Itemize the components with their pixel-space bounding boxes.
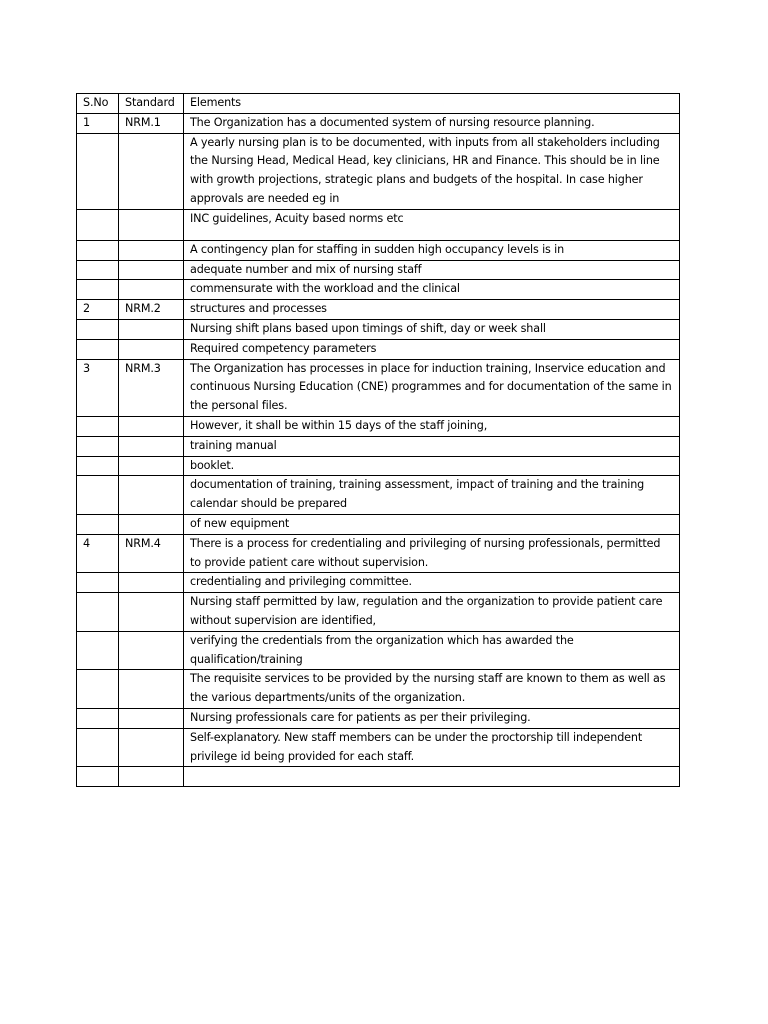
table-row: [77, 240, 680, 260]
cell-standard: [119, 573, 184, 593]
cell-element: booklet.: [184, 456, 680, 476]
cell-standard: [119, 133, 184, 209]
cell-element: INC guidelines, Acuity based norms etc: [184, 209, 680, 240]
table-row: [77, 670, 680, 709]
cell-element: [184, 767, 680, 787]
cell-sno: [77, 133, 119, 209]
cell-standard: NRM.1: [119, 113, 184, 133]
cell-sno: [77, 339, 119, 359]
header-sno: S.No: [77, 94, 119, 114]
table-row: [77, 436, 680, 456]
cell-standard: NRM.3: [119, 359, 184, 416]
cell-sno: [77, 514, 119, 534]
cell-element: The Organization has a documented system of nursing resource planning.: [184, 113, 680, 133]
cell-standard: [119, 339, 184, 359]
cell-sno: [77, 728, 119, 767]
table-row: [77, 456, 680, 476]
table-row: [77, 728, 680, 767]
cell-element: Nursing shift plans based upon timings of shift, day or week shall: [184, 319, 680, 339]
cell-standard: [119, 514, 184, 534]
table-row: [77, 534, 680, 573]
cell-sno: [77, 240, 119, 260]
cell-element: The requisite services to be provided by the nursing staff are known to them as well as the various departments/units of the organization.: [184, 670, 680, 709]
cell-element: structures and processes: [184, 300, 680, 320]
header-elements: Elements: [184, 94, 680, 114]
cell-sno: 3: [77, 359, 119, 416]
header-row: [77, 94, 680, 114]
cell-standard: [119, 209, 184, 240]
cell-element: Required competency parameters: [184, 339, 680, 359]
cell-sno: [77, 708, 119, 728]
cell-element: Self-explanatory. New staff members can be under the proctorship till independent privilege id being provided for each staff.: [184, 728, 680, 767]
cell-element: Nursing staff permitted by law, regulation and the organization to provide patient care without supervision are identified,: [184, 593, 680, 632]
cell-sno: 4: [77, 534, 119, 573]
cell-standard: [119, 280, 184, 300]
cell-sno: [77, 436, 119, 456]
table-row: [77, 767, 680, 787]
cell-element: training manual: [184, 436, 680, 456]
table-row: [77, 708, 680, 728]
cell-standard: [119, 767, 184, 787]
cell-element: Nursing professionals care for patients as per their privileging.: [184, 708, 680, 728]
table-row: [77, 514, 680, 534]
table-row: [77, 476, 680, 515]
table-row: [77, 631, 680, 670]
cell-sno: [77, 767, 119, 787]
cell-standard: [119, 708, 184, 728]
cell-standard: [119, 456, 184, 476]
cell-element: credentialing and privileging committee.: [184, 573, 680, 593]
table-row: [77, 260, 680, 280]
cell-element: documentation of training, training assessment, impact of training and the training calendar should be prepared: [184, 476, 680, 515]
cell-sno: [77, 670, 119, 709]
cell-standard: NRM.2: [119, 300, 184, 320]
table-row: [77, 593, 680, 632]
cell-element: verifying the credentials from the organization which has awarded the qualification/training: [184, 631, 680, 670]
cell-sno: [77, 280, 119, 300]
table-row: [77, 280, 680, 300]
cell-element: adequate number and mix of nursing staff: [184, 260, 680, 280]
cell-element: There is a process for credentialing and privileging of nursing professionals, permitted to provide patient care without supervision.: [184, 534, 680, 573]
cell-element: A contingency plan for staffing in sudden high occupancy levels is in: [184, 240, 680, 260]
cell-standard: [119, 476, 184, 515]
cell-standard: [119, 416, 184, 436]
cell-standard: NRM.4: [119, 534, 184, 573]
cell-sno: [77, 476, 119, 515]
cell-sno: [77, 456, 119, 476]
header-standard: Standard: [119, 94, 184, 114]
cell-standard: [119, 593, 184, 632]
cell-standard: [119, 319, 184, 339]
cell-element: of new equipment: [184, 514, 680, 534]
table-row: [77, 319, 680, 339]
table-row: [77, 573, 680, 593]
cell-sno: [77, 260, 119, 280]
table-row: [77, 416, 680, 436]
cell-standard: [119, 670, 184, 709]
cell-element: The Organization has processes in place for induction training, Inservice education and continuous Nursing Education (CNE) programmes and for documentation of the same in the personal files.: [184, 359, 680, 416]
table-row: [77, 133, 680, 209]
cell-element: A yearly nursing plan is to be documented, with inputs from all stakeholders including the Nursing Head, Medical Head, key clinicians, HR and Finance. This should be in line with growth projections, strategic plans and budgets of the hospital. In case higher approvals are needed eg in: [184, 133, 680, 209]
cell-sno: [77, 319, 119, 339]
cell-standard: [119, 260, 184, 280]
cell-standard: [119, 436, 184, 456]
cell-sno: [77, 631, 119, 670]
table-row: [77, 113, 680, 133]
cell-sno: [77, 573, 119, 593]
cell-sno: 2: [77, 300, 119, 320]
nursing-standards-table: [76, 93, 680, 787]
cell-sno: 1: [77, 113, 119, 133]
cell-sno: [77, 416, 119, 436]
table-row: [77, 300, 680, 320]
cell-sno: [77, 209, 119, 240]
cell-standard: [119, 631, 184, 670]
table-row: [77, 359, 680, 416]
cell-element: However, it shall be within 15 days of the staff joining,: [184, 416, 680, 436]
cell-element: commensurate with the workload and the clinical: [184, 280, 680, 300]
cell-standard: [119, 240, 184, 260]
table-row: [77, 339, 680, 359]
cell-standard: [119, 728, 184, 767]
cell-sno: [77, 593, 119, 632]
table-row: [77, 209, 680, 240]
